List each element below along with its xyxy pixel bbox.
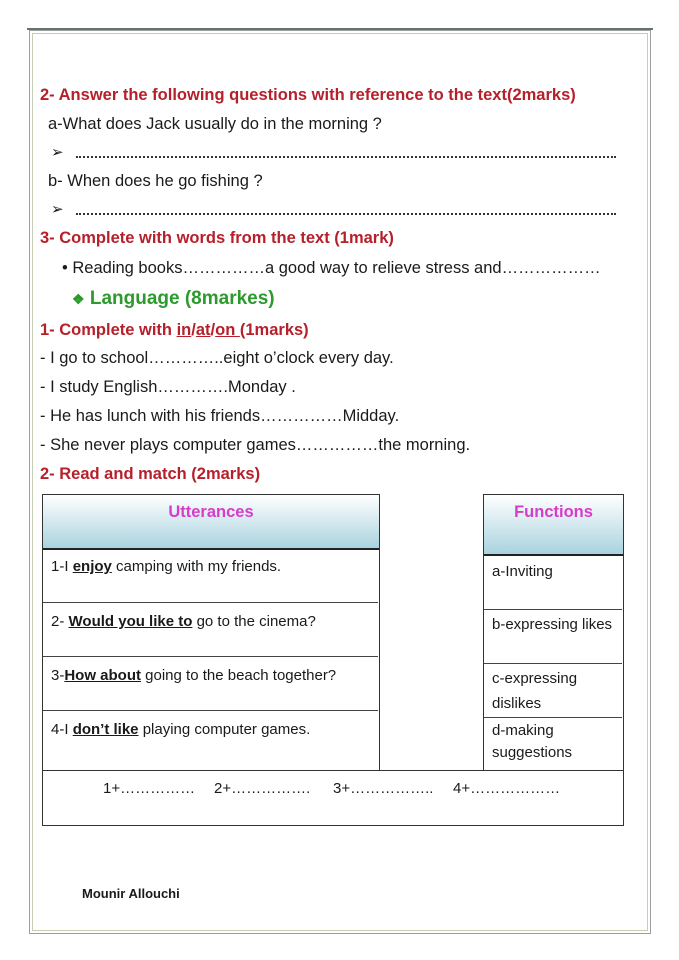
answers-row	[42, 770, 624, 826]
l1-item: - I go to school…………..eight o’clock every day.	[40, 349, 394, 367]
functions-header: Functions	[484, 495, 623, 556]
utterance-suffix: going to the beach together?	[141, 667, 337, 684]
utterance-prefix: 4-I	[51, 721, 73, 738]
function-row: b-expressing likes	[484, 609, 622, 663]
utterance-prefix: 2-	[51, 613, 69, 630]
l2-heading: 2- Read and match (2marks)	[40, 465, 261, 483]
utterances-table	[42, 494, 380, 771]
utterance-key: don’t like	[72, 721, 139, 738]
l1-item: - She never plays computer games……………the morning.	[40, 436, 471, 454]
q2-heading: 2- Answer the following questions with reference to the text(2marks)	[40, 86, 576, 104]
utterance-row	[43, 602, 378, 656]
option-in: in	[176, 321, 192, 339]
answer-2[interactable]: 2+…………….	[214, 780, 311, 797]
l1-item: - He has lunch with his friends……………Midday.	[40, 407, 400, 425]
arrow-icon: ➢	[51, 201, 64, 218]
arrow-icon: ➢	[51, 144, 64, 161]
utterance-prefix: 1-I	[51, 558, 73, 575]
l1-item: - I study English………….Monday .	[40, 378, 296, 396]
utterance-key: enjoy	[72, 558, 112, 575]
function-row: d-making suggestions	[484, 717, 622, 770]
answer-line-a[interactable]	[76, 156, 616, 158]
l1-heading	[40, 320, 309, 340]
utterance-key: How about	[64, 667, 141, 684]
utterance-suffix: camping with my friends.	[111, 558, 282, 575]
sep: /	[210, 321, 216, 339]
function-row: a-Inviting	[492, 563, 553, 580]
option-at: at	[195, 321, 211, 339]
answer-3[interactable]: 3+……………..	[333, 780, 434, 797]
utterance-suffix: go to the cinema?	[192, 613, 316, 630]
sentence-part2: a good way to relieve stress and	[264, 259, 502, 277]
utterance-key: Would you like to	[68, 613, 193, 630]
functions-table	[483, 494, 624, 771]
blank-1[interactable]: ……………	[182, 259, 265, 277]
question-b: b- When does he go fishing ?	[48, 172, 263, 190]
l1-heading-prefix: 1- Complete with	[40, 321, 177, 339]
option-on: on	[215, 321, 240, 339]
l1-heading-suffix: (1marks)	[239, 321, 309, 339]
utterance-row	[43, 710, 378, 770]
answer-4[interactable]: 4+………………	[453, 780, 561, 797]
utterances-header: Utterances	[43, 495, 379, 550]
author-name: Mounir Allouchi	[82, 886, 180, 901]
q3-heading: 3- Complete with words from the text (1mark)	[40, 229, 394, 247]
sentence-part1: Reading books	[72, 259, 183, 277]
language-heading	[72, 289, 275, 309]
utterance-row	[43, 548, 378, 602]
q3-sentence	[62, 258, 601, 278]
utterance-prefix: 3-	[51, 667, 65, 684]
answer-line-b[interactable]	[76, 213, 616, 215]
bullet: •	[62, 259, 68, 277]
sep: /	[191, 321, 196, 339]
language-title: Language (8markes)	[89, 288, 275, 309]
diamond-icon: ❖	[72, 291, 85, 307]
answer-1[interactable]: 1+……………	[103, 780, 196, 797]
utterance-suffix: playing computer games.	[138, 721, 311, 738]
question-a: a-What does Jack usually do in the morning ?	[48, 115, 382, 133]
function-row: c-expressing dislikes	[484, 663, 622, 717]
blank-2[interactable]: ………………	[501, 259, 601, 277]
utterance-row	[43, 656, 378, 710]
